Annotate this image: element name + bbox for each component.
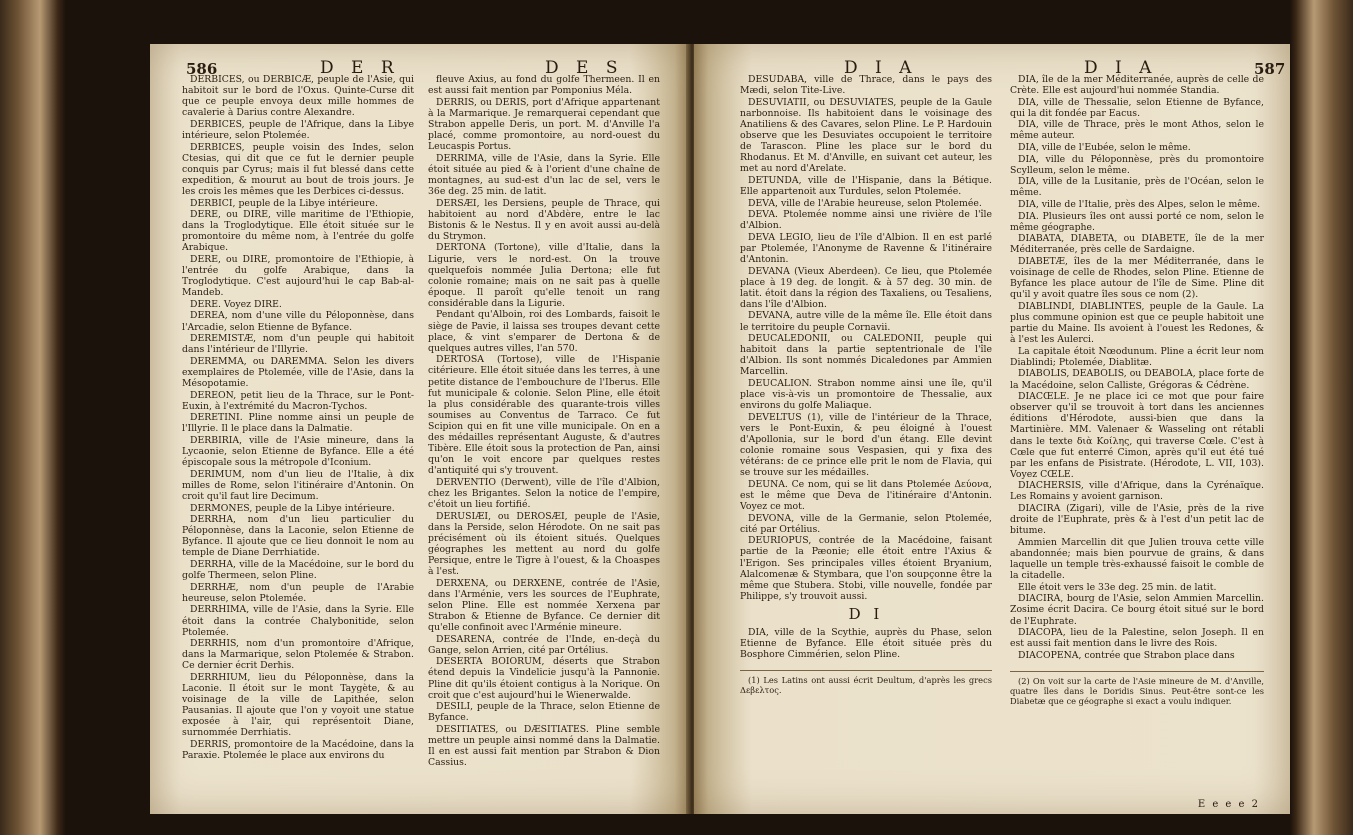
dictionary-entry: DEUCALION. Strabon nomme ainsi une île, qu'il place vis-à-vis un promontoire de Thessalie, aux environs du golfe Maliaque. [740, 378, 992, 412]
dictionary-entry: DERBIRIA, ville de l'Asie mineure, dans la Lycaonie, selon Etienne de Byfance. Elle a été épiscopale sous la métropole d'Iconium. [182, 435, 414, 469]
dictionary-entry: DIABETÆ, îles de la mer Méditerranée, dans le voisinage de celle de Rhodes, selon Pline. Etienne de Byfance les place autour de l'île de Sime. Pline dit qu'il y avoit quatre îles sous ce nom (2). [1010, 256, 1264, 301]
dictionary-entry: DERUSIÆI, ou DEROSÆI, peuple de l'Asie, dans la Perside, selon Hérodote. On ne sait pas précisément où ils étoient situés. Quelques géographes les mettent au nord du golfe Persique, entre le Tigre à l'ouest, & la Choaspes à l'est. [428, 510, 660, 578]
dictionary-entry: DEVELTUS (1), ville de l'intérieur de la Thrace, vers le Pont-Euxin, & peu éloigné à l'ouest d'Apollonia, sur le bord d'un étang. Elle devint colonie romaine sous Vespasien, qui y fixa des vétérans: de ce prince elle prit le nom de Flavia, qui se trouve sur les médailles. [740, 411, 992, 479]
dictionary-entry: DERRHIS, nom d'un promontoire d'Afrique, dans la Marmarique, selon Ptolemée & Strabon. Ce dernier écrit Derhis. [182, 638, 414, 672]
dictionary-entry: DERRHÆ, nom d'un peuple de l'Arabie heureuse, selon Ptolemée. [182, 581, 414, 604]
dictionary-entry: DIA, ville du Péloponnèse, près du promontoire Scylleum, selon le même. [1010, 153, 1264, 176]
dictionary-entry: La capitale étoit Nœodunum. Pline a écrit leur nom Diablindi; Ptolemée, Diablitæ. [1010, 345, 1264, 368]
dictionary-entry: DESUVIATII, ou DESUVIATES, peuple de la Gaule narbonnoise. Ils habitoient dans le voisinage des Anatiliens & des Cavares, selon Pline. Le P. Hardouin observe que les Desuviates occupoient le territoire de Tarascon. Pline les place sur le bord du Rhodanus. Et M. d'Anville, en suivant cet auteur, les met au nord d'Arelate. [740, 96, 992, 175]
dictionary-entry: DESITIATES, ou DÆSITIATES. Pline semble mettre un peuple ainsi nommé dans la Dalmatie. Il en est aussi fait mention par Strabon & Dion Cassius. [428, 723, 660, 769]
dictionary-entry: DIA, ville de Thessalie, selon Etienne de Byfance, qui la dit fondée par Eacus. [1010, 96, 1264, 119]
dictionary-entry: DESILI, peuple de la Thrace, selon Etienne de Byfance. [428, 701, 660, 724]
dictionary-entry: DIACŒLE. Je ne place ici ce mot que pour faire observer qu'il se trouvoit à tort dans les anciennes éditions d'Hérodote, aussi-bien que dans la Martinière. MM. Valenaer & Wasseling ont rétabli dans le texte διὰ Κοίλης, qui traverse Cœle. C'est à Cœle que fut enterré Cimon, après qu'il eut été tué par les enfans de Pisistrate. (Hérodote, L. VII, 103). Voyez CŒLE. [1010, 391, 1264, 480]
dictionary-entry: DEREMISTÆ, nom d'un peuple qui habitoit dans l'intérieur de l'Illyrie. [182, 333, 414, 356]
dictionary-entry: DERRHA, ville de la Macédoine, sur le bord du golfe Thermeen, selon Pline. [182, 559, 414, 582]
dictionary-entry: DEREMMA, ou DAREMMA. Selon les divers exemplaires de Ptolemée, ville de l'Asie, dans la Mésopotamie. [182, 355, 414, 390]
dictionary-entry: DIABLINDI, DIABLINTES, peuple de la Gaule. La plus commune opinion est que ce peuple habitoit une partie du Maine. Ils avoient à l'ouest les Redones, & à l'est les Aulerci. [1010, 300, 1264, 346]
dictionary-entry: DERE, ou DIRE, promontoire de l'Ethiopie, à l'entrée du golfe Arabique, dans la Troglodytique. C'est aujourd'hui le cap Bab-al-Mandeb. [182, 254, 414, 299]
dictionary-entry: DEVANA, autre ville de la même île. Elle étoit dans le territoire du peuple Cornavii. [740, 310, 992, 333]
left-headword-2: D E S [545, 58, 624, 78]
dictionary-entry: DEVA. Ptolemée nomme ainsi une rivière de l'île d'Albion. [740, 209, 992, 232]
dictionary-entry: Elle étoit vers le 33e deg. 25 min. de latit. [1018, 581, 1217, 593]
dictionary-entry: DIABATA, DIABETA, ou DIABETE, île de la mer Méditerranée, près celle de Sardaigne. [1010, 233, 1264, 256]
left-page-number: 586 [186, 60, 218, 78]
dictionary-entry: DIA, ville de l'Eubée, selon le même. [1018, 142, 1191, 154]
dictionary-entry: DIA, ville de l'Italie, près des Alpes, selon le même. [1018, 199, 1261, 211]
left-headword: D E R [320, 58, 400, 78]
dictionary-entry: DEREON, petit lieu de la Thrace, sur le Pont-Euxin, à l'extrémité du Macron-Tychos. [182, 389, 414, 412]
dictionary-entry: DIA, ville de la Scythie, auprès du Phase, selon Etienne de Byfance. Elle étoit située près du Bosphore Cimmérien, selon Pline. [740, 627, 992, 661]
right-column-1 [740, 74, 992, 804]
dictionary-entry: DERE, ou DIRE, ville maritime de l'Ethiopie, dans la Troglodytique. Elle étoit située sur le promontoire du même nom, à l'entrée du golfe Arabique. [182, 209, 414, 254]
dictionary-entry: DERTOSA (Tortose), ville de l'Hispanie citérieure. Elle étoit située dans les terres, à une petite distance de l'embouchure de l'Iberus. Elle fut municipale & colonie. Selon Pline, elle étoit la plus considérable des quarante-trois villes soumises au Conventus de Tarraco. Ce fut Scipion qui en fit une ville municipale. On en a des médailles représentant Auguste, & d'autres Tibère. Elle étoit sous la protection de Pan, ainsi qu'on le voit encore par quelques restes d'antiquité qui s'y trouvent. [428, 354, 660, 477]
dictionary-entry: DIA, île de la mer Méditerranée, auprès de celle de Crète. Elle est aujourd'hui nommée Standia. [1010, 74, 1264, 97]
dictionary-entry: DETUNDA, ville de l'Hispanie, dans la Bétique. Elle appartenoit aux Turdules, selon Ptolemée. [740, 174, 992, 197]
dictionary-entry: DERBICES, peuple voisin des Indes, selon Ctesias, qui dit que ce fut le dernier peuple conquis par Cyrus; mais il fut blessé dans cette expedition, & mourut au bout de trois jours. Je les crois les mêmes que les Derbices ci-dessus. [182, 141, 414, 197]
dictionary-entry: DEVANA (Vieux Aberdeen). Ce lieu, que Ptolemée place à 19 deg. de longit. & à 57 deg. 30 min. de latit. étoit dans la région des Taxaliens, ou Tesaliens, dans l'île d'Albion. [740, 265, 992, 310]
dictionary-entry: DEURIOPUS, contrée de la Macédoine, faisant partie de la Pæonie; elle étoit entre l'Axius & l'Erigon. Ses principales villes étoient Bryanium, Alalcomenæ & Stymbara, que l'on soupçonne être la même que Stubera. Stobi, ville nouvelle, fondée par Philippe, s'y trouvoit aussi. [740, 535, 992, 602]
right-page [694, 44, 1290, 814]
right-column-2 [1010, 74, 1264, 804]
right-headword-2: D I A [1084, 58, 1158, 78]
dictionary-entry: DESERTA BOIORUM, déserts que Strabon étend depuis la Vindelicie jusqu'à la Pannonie. Pline dit qu'ils étoient contigus à la Norique. On croit que c'est aujourd'hui le Wienerwalde. [428, 656, 660, 701]
dictionary-entry: DEREA, nom d'une ville du Péloponnèse, dans l'Arcadie, selon Etienne de Byfance. [182, 310, 414, 333]
dictionary-entry: DEUCALEDONII, ou CALEDONII, peuple qui habitoit dans la partie septentrionale de l'île d'Albion. Ils sont nommés Dicaledones par Ammien Marcellin. [740, 333, 992, 378]
dictionary-entry: DERRHIMA, ville de l'Asie, dans la Syrie. Elle étoit dans la contrée Chalybonitide, selon Ptolemée. [182, 604, 414, 638]
dictionary-entry: DIACIRA (Zigari), ville de l'Asie, près de la rive droite de l'Euphrate, près & à l'est d'un petit lac de bitume. [1010, 503, 1264, 537]
dictionary-entry: DIACIRA, bourg de l'Asie, selon Ammien Marcellin. Zosime écrit Dacira. Ce bourg étoit situé sur le bord de l'Euphrate. [1010, 593, 1264, 627]
dictionary-entry: DERRIS, ou DERIS, port d'Afrique appartenant à la Marmarique. Je remarquerai cependant que Strabon appelle Deris, un port. M. d'Anville l'a placé, comme promontoire, au nord-ouest du Leucaspis Portus. [428, 96, 660, 153]
dictionary-entry: DIACHERSIS, ville d'Afrique, dans la Cyrénaïque. Les Romains y avoient garnison. [1010, 480, 1264, 503]
dictionary-entry: DIABOLIS, DEABOLIS, ou DEABOLA, place forte de la Macédoine, selon Calliste, Grégoras & Cédrène. [1010, 368, 1264, 391]
dictionary-entry: DERETINI. Pline nomme ainsi un peuple de l'Illyrie. Il le place dans la Dalmatie. [182, 412, 414, 435]
dictionary-entry: DERRHIUM, lieu du Péloponnèse, dans la Laconie. Il étoit sur le mont Taygète, & au voisinage de la ville de Lapithée, selon Pausanias. Il ajoute que l'on y voyoit une statue exposée à l'air, qui représentoit Diane, surnommée Derrhiatis. [182, 671, 414, 739]
dictionary-entry: DERVENTIO (Derwent), ville de l'île d'Albion, chez les Brigantes. Selon la notice de l'empire, c'étoit un lieu fortifié. [428, 476, 660, 511]
dictionary-entry: DESUDABA, ville de Thrace, dans le pays des Mædi, selon Tite-Live. [740, 74, 992, 97]
left-page [150, 44, 690, 814]
dictionary-entry: DERSÆI, les Dersiens, peuple de Thrace, qui habitoient au nord d'Abdère, entre le lac Bistonis & le Nestus. Il y en avoit aussi au-delà du Strymon. [428, 197, 660, 242]
dictionary-entry: DERXENA, ou DERXENE, contrée de l'Asie, dans l'Arménie, vers les sources de l'Euphrate, selon Pline. Elle est nommée Xerxena par Strabon & Etienne de Byfance. Ce dernier dit qu'elle confinoit avec l'Arménie mineure. [428, 577, 660, 634]
signature-mark: E e e e 2 [1197, 799, 1260, 810]
left-column-1 [182, 74, 414, 804]
dictionary-entry: DEVA LEGIO, lieu de l'île d'Albion. Il en est parlé par Ptolemée, l'Anonyme de Ravenne & l'itinéraire d'Antonin. [740, 231, 992, 265]
dictionary-entry: DERBICI, peuple de la Libye intérieure. [190, 197, 378, 209]
dictionary-entry: DEVA, ville de l'Arabie heureuse, selon Ptolemée. [748, 197, 982, 209]
dictionary-entry: DIACOPENA, contrée que Strabon place dans [1018, 649, 1235, 661]
dictionary-entry: Pendant qu'Alboin, roi des Lombards, faisoit le siège de Pavie, il laissa ses troupes devant cette place, & vint s'emparer de Dertona & de quelques autres villes, l'an 570. [428, 309, 660, 354]
dictionary-entry: DERBICES, ou DERBICÆ, peuple de l'Asie, qui habitoit sur le bord de l'Oxus. Quinte-Curse dit que ce peuple envoya deux mille hommes de cavalerie à Darius contre Alexandre. [182, 74, 414, 119]
dictionary-entry: DERRHA, nom d'un lieu particulier du Péloponnèse, dans la Laconie, selon Etienne de Byfance. Il ajoute que ce lieu donnoit le nom au temple de Diane Derrhiatide. [182, 514, 414, 559]
dictionary-entry: DIA, ville de Thrace, près le mont Athos, selon le même auteur. [1010, 119, 1264, 142]
dictionary-entry: DERMONES, peuple de la Libye intérieure. [190, 502, 395, 514]
section-heading: D I [848, 604, 884, 623]
dictionary-entry: DIACOPA, lieu de la Palestine, selon Joseph. Il en est aussi fait mention dans le livre des Rois. [1010, 627, 1264, 650]
dictionary-entry: DERRIS, promontoire de la Macédoine, dans la Paraxie. Ptolemée le place aux environs du [182, 739, 414, 762]
footnote: (1) Les Latins ont aussi écrit Deultum, d'après les grecs Δεβελτος. [740, 670, 992, 695]
dictionary-entry: DERE. Voyez DIRE. [190, 298, 282, 310]
dictionary-entry: DERTONA (Tortone), ville d'Italie, dans la Ligurie, vers le nord-est. On la trouve quelquefois nommée Julia Dertona; elle fut colonie romaine; mais on ne sait pas à quelle époque. Il paroît qu'elle tenoit un rang considérable dans la Ligurie. [428, 242, 660, 309]
right-page-number: 587 [1254, 60, 1286, 78]
right-headword: D I A [844, 58, 918, 78]
dictionary-entry: Ammien Marcellin dit que Julien trouva cette ville abandonnée; mais bien pourvue de grains, & dans laquelle un temple très-exhaussé faisoit le comble de la citadelle. [1010, 536, 1264, 582]
dictionary-entry: DESARENA, contrée de l'Inde, en-deçà du Gange, selon Arrien, cité par Ortélius. [428, 633, 660, 656]
dictionary-entry: DERBICES, peuple de l'Afrique, dans la Libye intérieure, selon Ptolemée. [182, 118, 414, 141]
dictionary-entry: DEVONA, ville de la Germanie, selon Ptolemée, cité par Ortélius. [740, 512, 992, 535]
dictionary-entry: DIA, ville de la Lusitanie, près de l'Océan, selon le même. [1010, 176, 1264, 199]
dictionary-entry: DERRIMA, ville de l'Asie, dans la Syrie. Elle étoit située au pied & à l'orient d'une chaîne de montagnes, au sud-est d'un lac de sel, vers le 36e deg. 25 min. de latit. [428, 152, 660, 197]
footnote: (2) On voit sur la carte de l'Asie mineure de M. d'Anville, quatre îles dans le Doridis Sinus. Peut-être sont-ce les Diabetæ que ce géographe si exact a voulu indiquer. [1010, 671, 1264, 706]
dictionary-entry: DERIMUM, nom d'un lieu de l'Italie, à dix milles de Rome, selon l'itinéraire d'Antonin. On croit qu'il faut lire Decimum. [182, 468, 414, 502]
dictionary-entry: DIA. Plusieurs îles ont aussi porté ce nom, selon le même géographe. [1010, 210, 1264, 233]
dictionary-entry: DEUNA. Ce nom, qui se lit dans Ptolemée Δεύονα, est le même que Deva de l'itinéraire d'Antonin. Voyez ce mot. [740, 478, 992, 513]
left-column-2 [428, 74, 660, 804]
dictionary-entry: fleuve Axius, au fond du golfe Thermeen. Il en est aussi fait mention par Pomponius Méla. [428, 74, 660, 97]
